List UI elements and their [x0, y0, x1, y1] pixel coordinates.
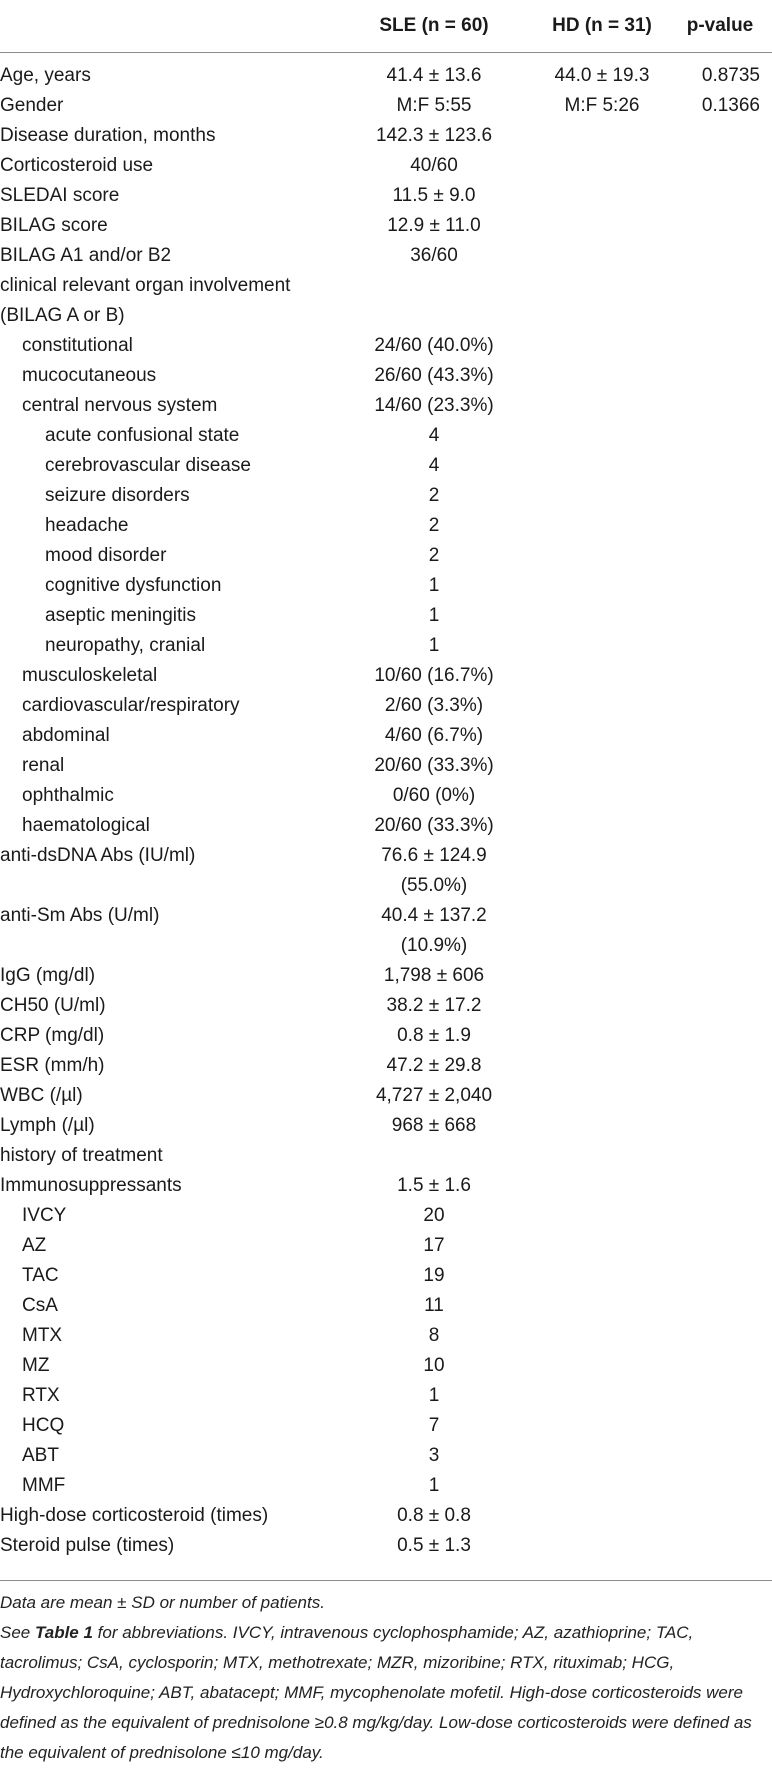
row-p-value — [672, 241, 772, 271]
row-label: renal — [22, 755, 65, 776]
row-p-value — [672, 901, 772, 931]
row-label: seizure disorders — [45, 485, 190, 506]
row-sle-value: 40.4 ± 137.2 — [381, 905, 487, 926]
row-sle-value — [336, 1141, 532, 1171]
table-body — [0, 53, 772, 1568]
table-row — [0, 511, 772, 541]
row-p-value — [672, 781, 772, 811]
row-hd-value — [532, 871, 672, 901]
table-row — [0, 1321, 772, 1351]
row-p-value — [672, 481, 772, 511]
row-hd-value — [532, 181, 672, 211]
row-hd-value — [532, 1471, 672, 1501]
table-row — [0, 1051, 772, 1081]
row-label: TAC — [22, 1265, 59, 1286]
row-hd-value — [532, 1141, 672, 1171]
row-label: mood disorder — [45, 545, 167, 566]
row-label: history of treatment — [0, 1145, 163, 1166]
row-p-value — [672, 301, 772, 331]
row-sle-value: 4 — [428, 425, 440, 446]
table-row — [0, 1351, 772, 1381]
row-hd-value: 44.0 ± 19.3 — [554, 65, 650, 86]
row-p-value — [672, 211, 772, 241]
row-p-value — [672, 991, 772, 1021]
header-sle: SLE (n = 60) — [336, 0, 532, 53]
table-header — [0, 0, 772, 53]
row-sle-value: 76.6 ± 124.9 — [381, 845, 487, 866]
table-row — [0, 1081, 772, 1111]
row-hd-value — [532, 1501, 672, 1531]
row-hd-value — [532, 1321, 672, 1351]
row-label — [0, 871, 336, 901]
row-label: ABT — [22, 1445, 59, 1466]
row-p-value — [672, 1261, 772, 1291]
table-bottom-rule — [0, 1580, 772, 1581]
row-p-value — [672, 1321, 772, 1351]
row-label: cardiovascular/respiratory — [22, 695, 240, 716]
row-label: MMF — [22, 1475, 66, 1496]
row-sle-value — [336, 271, 532, 301]
row-hd-value — [532, 211, 672, 241]
row-sle-value: 1 — [428, 575, 440, 596]
table-row — [0, 1501, 772, 1531]
table-row — [0, 871, 772, 901]
table-row — [0, 991, 772, 1021]
row-sle-value: 40/60 — [410, 155, 458, 176]
row-label: Gender — [0, 95, 64, 116]
row-hd-value — [532, 391, 672, 421]
row-p-value — [672, 931, 772, 961]
row-hd-value — [532, 1111, 672, 1141]
row-sle-value: 11.5 ± 9.0 — [392, 185, 476, 206]
row-label: HCQ — [22, 1415, 65, 1436]
row-sle-value: 19 — [423, 1265, 445, 1286]
row-hd-value — [532, 421, 672, 451]
table-row — [0, 631, 772, 661]
row-hd-value — [532, 601, 672, 631]
row-label: clinical relevant organ involvement — [0, 275, 291, 296]
row-sle-value: 2/60 (3.3%) — [384, 695, 484, 716]
row-sle-value: 4/60 (6.7%) — [384, 725, 484, 746]
row-sle-value: M:F 5:55 — [396, 95, 472, 116]
row-sle-value: 20 — [423, 1205, 445, 1226]
row-hd-value — [532, 691, 672, 721]
table-footnotes — [0, 1588, 772, 1768]
row-p-value — [672, 1291, 772, 1321]
row-p-value — [672, 1231, 772, 1261]
row-label: central nervous system — [22, 395, 218, 416]
row-label: aseptic meningitis — [45, 605, 197, 626]
row-hd-value — [532, 1021, 672, 1051]
row-label: CRP (mg/dl) — [0, 1025, 105, 1046]
row-hd-value — [532, 121, 672, 151]
row-hd-value — [532, 961, 672, 991]
row-p-value — [672, 541, 772, 571]
header-hd: HD (n = 31) — [532, 0, 672, 53]
row-sle-value: 4 — [428, 455, 440, 476]
row-p-value — [672, 1141, 772, 1171]
row-hd-value — [532, 661, 672, 691]
row-p-value — [672, 961, 772, 991]
row-label: haematological — [22, 815, 150, 836]
row-label: AZ — [22, 1235, 47, 1256]
row-sle-value: 0.5 ± 1.3 — [397, 1535, 471, 1556]
row-sle-value: 17 — [423, 1235, 445, 1256]
row-p-value — [672, 871, 772, 901]
row-hd-value — [532, 991, 672, 1021]
row-hd-value — [532, 1411, 672, 1441]
row-label: cognitive dysfunction — [45, 575, 222, 596]
row-label: Lymph (/µl) — [0, 1115, 95, 1136]
row-label — [0, 931, 336, 961]
table-row — [0, 1201, 772, 1231]
table-row — [0, 541, 772, 571]
row-sle-value: 142.3 ± 123.6 — [375, 125, 493, 146]
row-sle-value: 10 — [423, 1355, 445, 1376]
row-sle-value: 11 — [424, 1295, 444, 1316]
table-row — [0, 1381, 772, 1411]
row-p-value — [672, 451, 772, 481]
row-hd-value — [532, 541, 672, 571]
row-sle-value: 3 — [428, 1445, 440, 1466]
row-sle-value: 20/60 (33.3%) — [374, 755, 494, 776]
table-row — [0, 841, 772, 871]
row-hd-value — [532, 1291, 672, 1321]
row-label: ESR (mm/h) — [0, 1055, 105, 1076]
row-hd-value — [532, 1261, 672, 1291]
row-label: (BILAG A or B) — [0, 305, 125, 326]
row-label: headache — [45, 515, 129, 536]
row-p-value — [672, 661, 772, 691]
row-label: Disease duration, months — [0, 125, 216, 146]
table-row — [0, 481, 772, 511]
row-p-value — [672, 151, 772, 181]
table-row — [0, 601, 772, 631]
row-label: MZ — [22, 1355, 50, 1376]
row-p-value — [672, 391, 772, 421]
row-sle-value: 1 — [428, 1475, 440, 1496]
table-row — [0, 691, 772, 721]
row-label: ophthalmic — [22, 785, 114, 806]
row-label: SLEDAI score — [0, 185, 120, 206]
row-sle-value: 26/60 (43.3%) — [374, 365, 494, 386]
row-sle-value — [336, 301, 532, 331]
header-label — [0, 0, 336, 53]
row-hd-value — [532, 271, 672, 301]
row-hd-value — [532, 1081, 672, 1111]
row-hd-value — [532, 301, 672, 331]
row-p-value — [672, 1471, 772, 1501]
table-row — [0, 421, 772, 451]
row-p-value — [672, 1381, 772, 1411]
row-sle-value: 4,727 ± 2,040 — [375, 1085, 493, 1106]
row-p-value — [672, 1351, 772, 1381]
row-p-value — [672, 1531, 772, 1567]
row-sle-value: 0.8 ± 0.8 — [397, 1505, 471, 1526]
table-row — [0, 781, 772, 811]
row-p-value — [672, 751, 772, 781]
row-sle-value: 968 ± 668 — [391, 1115, 477, 1136]
footnote-rest: for abbreviations. IVCY, intravenous cyclophosphamide; AZ, azathioprine; TAC, tacrolimus; CsA, cyclosporin; MTX, methotrexate; MZR, mizoribine; RTX, rituximab; HCG, Hydroxychloroquine; ABT, abatacept; MMF, mycophenolate mofetil. High-dose corticosteroids were defined as the equivalent of prednisolone ≥0.8 mg/kg/day. Low-dose corticosteroids were defined as the equivalent of prednisolone ≤10 mg/day. — [0, 1623, 752, 1762]
row-label: abdominal — [22, 725, 110, 746]
row-sle-value: 1 — [428, 605, 440, 626]
row-hd-value — [532, 1051, 672, 1081]
row-label: CsA — [22, 1295, 58, 1316]
row-sle-value: 2 — [428, 485, 440, 506]
row-sle-value: (55.0%) — [400, 875, 468, 896]
row-hd-value — [532, 331, 672, 361]
row-p-value — [672, 721, 772, 751]
row-p-value — [672, 1051, 772, 1081]
row-p-value: 0.8735 — [701, 65, 760, 86]
row-sle-value: 24/60 (40.0%) — [374, 335, 494, 356]
row-label: BILAG A1 and/or B2 — [0, 245, 172, 266]
row-hd-value: M:F 5:26 — [564, 95, 640, 116]
row-p-value — [672, 631, 772, 661]
row-hd-value — [532, 571, 672, 601]
table-row — [0, 1261, 772, 1291]
row-sle-value: 1,798 ± 606 — [383, 965, 485, 986]
row-sle-value: 1.5 ± 1.6 — [397, 1175, 471, 1196]
table-row — [0, 1291, 772, 1321]
table-row — [0, 361, 772, 391]
row-sle-value: 2 — [428, 515, 440, 536]
row-p-value — [672, 1021, 772, 1051]
row-hd-value — [532, 631, 672, 661]
row-p-value — [672, 571, 772, 601]
table-row — [0, 1411, 772, 1441]
table-row — [0, 91, 772, 121]
table-row — [0, 961, 772, 991]
row-p-value — [672, 1111, 772, 1141]
row-label: neuropathy, cranial — [45, 635, 206, 656]
row-p-value — [672, 601, 772, 631]
row-hd-value — [532, 751, 672, 781]
row-sle-value: 7 — [428, 1415, 440, 1436]
row-label: Immunosuppressants — [0, 1175, 182, 1196]
row-sle-value: 10/60 (16.7%) — [374, 665, 494, 686]
table-row — [0, 241, 772, 271]
row-p-value — [672, 121, 772, 151]
row-label: acute confusional state — [45, 425, 240, 446]
header-p-value: p-value — [672, 0, 772, 53]
row-label: constitutional — [22, 335, 133, 356]
row-label: WBC (/µl) — [0, 1085, 83, 1106]
row-hd-value — [532, 151, 672, 181]
row-sle-value: 0/60 (0%) — [392, 785, 476, 806]
table-row — [0, 931, 772, 961]
footnote-abbreviations — [0, 1618, 772, 1768]
table-row — [0, 451, 772, 481]
row-label: anti-dsDNA Abs (IU/ml) — [0, 845, 196, 866]
row-sle-value: 47.2 ± 29.8 — [386, 1055, 482, 1076]
row-hd-value — [532, 1171, 672, 1201]
row-sle-value: 2 — [428, 545, 440, 566]
row-label: musculoskeletal — [22, 665, 158, 686]
row-hd-value — [532, 1531, 672, 1567]
row-p-value — [672, 331, 772, 361]
row-sle-value: 12.9 ± 11.0 — [387, 215, 481, 236]
row-p-value — [672, 1081, 772, 1111]
row-sle-value: 38.2 ± 17.2 — [386, 995, 482, 1016]
row-sle-value: 1 — [428, 1385, 440, 1406]
table-row — [0, 391, 772, 421]
row-label: IgG (mg/dl) — [0, 965, 96, 986]
footnote-line1: Data are mean ± SD or number of patients. — [0, 1593, 325, 1612]
table-row — [0, 181, 772, 211]
row-sle-value: 8 — [428, 1325, 440, 1346]
row-hd-value — [532, 361, 672, 391]
row-label: mucocutaneous — [22, 365, 157, 386]
table-row — [0, 1531, 772, 1567]
row-label: IVCY — [22, 1205, 67, 1226]
row-hd-value — [532, 781, 672, 811]
table-row — [0, 571, 772, 601]
table-row — [0, 271, 772, 301]
table-row — [0, 151, 772, 181]
table-row — [0, 721, 772, 751]
row-sle-value: 0.8 ± 1.9 — [397, 1025, 471, 1046]
row-p-value — [672, 1171, 772, 1201]
row-sle-value: 20/60 (33.3%) — [374, 815, 494, 836]
row-hd-value — [532, 721, 672, 751]
row-label: RTX — [22, 1385, 60, 1406]
row-p-value — [672, 181, 772, 211]
row-hd-value — [532, 931, 672, 961]
table-row — [0, 121, 772, 151]
footnote-see: See — [0, 1623, 35, 1642]
row-hd-value — [532, 241, 672, 271]
row-hd-value — [532, 1441, 672, 1471]
row-p-value — [672, 1201, 772, 1231]
row-sle-value: 1 — [428, 635, 440, 656]
table-row — [0, 1441, 772, 1471]
row-p-value — [672, 841, 772, 871]
table-row — [0, 1141, 772, 1171]
row-p-value — [672, 421, 772, 451]
table-row — [0, 331, 772, 361]
table-row — [0, 211, 772, 241]
row-hd-value — [532, 1381, 672, 1411]
row-label: CH50 (U/ml) — [0, 995, 106, 1016]
row-sle-value: 14/60 (23.3%) — [374, 395, 494, 416]
row-p-value — [672, 361, 772, 391]
row-p-value — [672, 811, 772, 841]
footnote-table-ref: Table 1 — [34, 1623, 93, 1642]
row-p-value — [672, 1441, 772, 1471]
table-row — [0, 901, 772, 931]
table-row — [0, 1111, 772, 1141]
row-label: Corticosteroid use — [0, 155, 154, 176]
row-sle-value: (10.9%) — [400, 935, 468, 956]
table-row — [0, 1171, 772, 1201]
row-sle-value: 41.4 ± 13.6 — [386, 65, 482, 86]
table-row — [0, 661, 772, 691]
row-label: cerebrovascular disease — [45, 455, 251, 476]
row-hd-value — [532, 1351, 672, 1381]
table-row — [0, 1471, 772, 1501]
row-p-value — [672, 1411, 772, 1441]
row-hd-value — [532, 481, 672, 511]
row-sle-value: 36/60 — [410, 245, 458, 266]
row-p-value: 0.1366 — [701, 95, 760, 116]
table-row — [0, 1021, 772, 1051]
row-label: Steroid pulse (times) — [0, 1535, 175, 1556]
row-p-value — [672, 511, 772, 541]
row-hd-value — [532, 901, 672, 931]
table-row — [0, 301, 772, 331]
row-hd-value — [532, 511, 672, 541]
row-label: Age, years — [0, 65, 91, 86]
row-hd-value — [532, 1201, 672, 1231]
row-hd-value — [532, 811, 672, 841]
row-label: High-dose corticosteroid (times) — [0, 1505, 269, 1526]
row-label: MTX — [22, 1325, 63, 1346]
row-p-value — [672, 691, 772, 721]
row-label: BILAG score — [0, 215, 108, 236]
table-row — [0, 61, 772, 91]
row-p-value — [672, 271, 772, 301]
row-label: anti-Sm Abs (U/ml) — [0, 905, 160, 926]
table-row — [0, 751, 772, 781]
table-row — [0, 1231, 772, 1261]
row-hd-value — [532, 1231, 672, 1261]
row-hd-value — [532, 841, 672, 871]
table-row — [0, 811, 772, 841]
row-hd-value — [532, 451, 672, 481]
row-p-value — [672, 1501, 772, 1531]
